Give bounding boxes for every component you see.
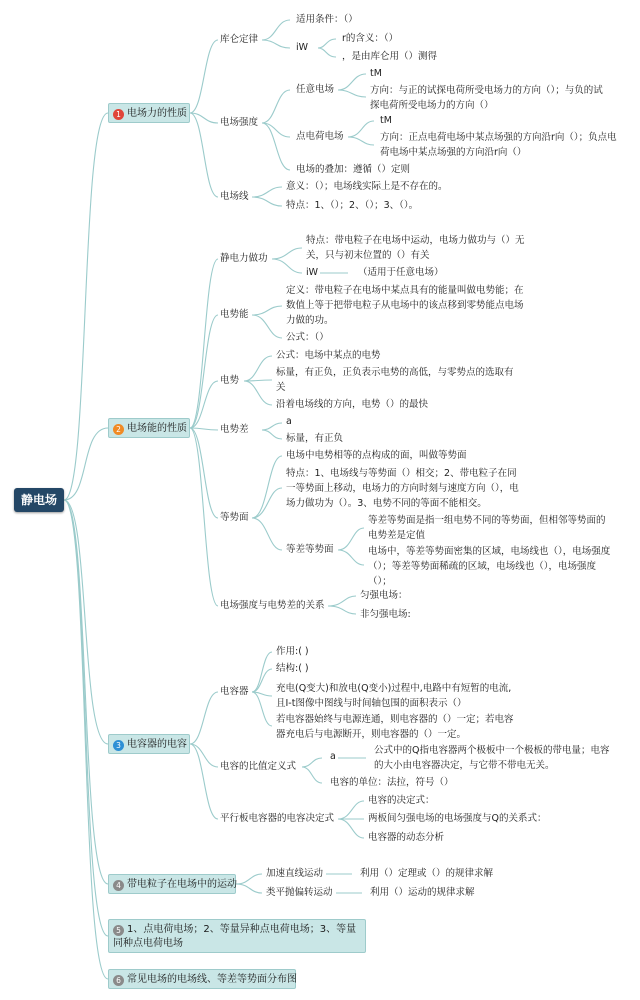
number-badge: 2 — [113, 424, 124, 435]
topic-particle-motion[interactable] — [108, 874, 236, 894]
node-acceleration-desc: 利用（）定理或（）的规律求解 — [360, 868, 494, 879]
topic-common-fields[interactable] — [108, 919, 366, 953]
node-point-charge-field[interactable]: 点电荷电场 — [296, 131, 344, 142]
root-node[interactable]: 静电场 — [14, 488, 64, 512]
node-point-field-direction: 方向：正点电荷电场中某点场强的方向沿r向（）；负点电荷电场中某点场强的方向沿r向（） — [380, 132, 617, 158]
node-capacitance-unit: 电容的单位：法拉，符号（） — [330, 777, 454, 788]
node-work-feature: 特点：带电粒子在电场中运动，电场力做功与（）无关，只与初末位置的（）有关 — [306, 235, 525, 261]
node-pe-formula: 公式：（） — [286, 332, 329, 343]
node-capacitor-structure: 结构:( ) — [276, 663, 309, 674]
topic-label: 电场力的性质 — [127, 108, 187, 119]
node-superposition: 电场的叠加：遵循（）定则 — [296, 164, 411, 175]
node-equipotential[interactable]: 等势面 — [220, 512, 249, 523]
topic-field-diagrams[interactable] — [108, 969, 296, 989]
node-equal-diff-definition: 等差等势面是指一组电势不同的等势面，但相邻等势面的电势差是定值 — [368, 515, 606, 541]
topic-label: 电场能的性质 — [127, 423, 187, 434]
node-equal-diff-density: 电场中，等差等势面密集的区域，电场线也（），电场强度（）；等差等势面稀疏的区域，电场线也（），电场强度（）； — [368, 546, 611, 587]
node-equi-definition: 电场中电势相等的点构成的面，叫做等势面 — [286, 450, 467, 461]
node-coulomb-measured: ，是由库仑用（）测得 — [342, 51, 438, 62]
node-equi-feature: 特点：1、电场线与等势面（）相交；2、带电粒子在同一等势面上移动，电场力的方向时刻与速度方向（），电场力做功为（）。3、电势不同的等面不能相交。 — [286, 468, 519, 509]
node-equal-diff-equi[interactable]: 等差等势面 — [286, 544, 334, 555]
topic-label: 1、点电荷电场；2、等量异种点电荷电场；3、等量同种点电荷电场 — [113, 924, 357, 949]
node-ratio-formula: a — [330, 751, 336, 762]
node-uniform-field: 匀强电场： — [360, 590, 408, 601]
node-potential-energy[interactable]: 电势能 — [220, 309, 249, 320]
node-plate-dynamic: 电容器的动态分析 — [368, 832, 445, 843]
node-potential[interactable]: 电势 — [220, 375, 240, 386]
number-badge: 4 — [113, 880, 124, 891]
node-potential-difference[interactable]: 电势差 — [220, 424, 249, 435]
node-any-field-direction: 方向：与正的试探电荷所受电场力的方向（）；与负的试探电荷所受电场力的方向（） — [370, 85, 603, 111]
node-field-strength[interactable]: 电场强度 — [220, 117, 259, 128]
topic-electric-energy[interactable] — [108, 418, 190, 438]
node-field-potential-relation[interactable]: 电场强度与电势差的关系 — [220, 600, 325, 611]
node-projectile-desc: 利用（）运动的规律求解 — [370, 887, 475, 898]
node-field-lines-feature: 特点：1、（）；2、（）；3、（）。 — [286, 200, 419, 211]
topic-label: 常见电场的电场线、等差等势面分布图 — [127, 974, 297, 985]
node-nonuniform-field: 非匀强电场: — [360, 609, 411, 620]
node-field-lines[interactable]: 电场线 — [220, 191, 249, 202]
node-coulomb-condition: 适用条件：（） — [296, 14, 358, 25]
number-badge: 3 — [113, 740, 124, 751]
topic-electric-force[interactable] — [108, 103, 190, 123]
node-diff-scalar: 标量，有正负 — [286, 433, 344, 444]
node-electrostatic-work[interactable]: 静电力做功 — [220, 253, 268, 264]
node-work-formula: iW — [306, 267, 319, 278]
topic-label: 带电粒子在电场中的运动 — [127, 879, 237, 890]
node-any-field[interactable]: 任意电场 — [296, 84, 335, 95]
node-r-meaning: r的含义：（） — [342, 33, 399, 44]
node-potential-along: 沿着电场线的方向，电势（）的最快 — [276, 399, 429, 410]
node-diff-formula: a — [286, 416, 292, 427]
node-potential-scalar: 标量，有正负，正负表示电势的高低，与零势点的选取有关 — [276, 367, 514, 393]
node-field-lines-meaning: 意义：（）；电场线实际上是不存在的。 — [286, 181, 448, 192]
node-coulomb-formula: iW — [296, 42, 309, 53]
node-point-field-formula: tM — [380, 115, 392, 126]
number-badge: 1 — [113, 109, 124, 120]
node-capacitance-ratio[interactable]: 电容的比值定义式 — [220, 761, 297, 772]
node-parallel-plate[interactable]: 平行板电容器的电容决定式 — [220, 813, 335, 824]
node-capacitor-keep: 若电容器始终与电源连通，则电容器的（）一定；若电容器充电后与电源断开，则电容器的（）一定。 — [276, 714, 514, 740]
node-projectile[interactable]: 类平抛偏转运动 — [266, 887, 333, 898]
node-plate-determining: 电容的决定式： — [368, 795, 435, 806]
node-coulomb-law[interactable]: 库仑定律 — [220, 34, 259, 45]
node-acceleration[interactable]: 加速直线运动 — [266, 868, 324, 879]
node-work-note: （适用于任意电场） — [358, 267, 444, 278]
topic-capacitance[interactable] — [108, 734, 190, 754]
node-capacitor-charge: 充电(Q变大)和放电(Q变小)过程中,电路中有短暂的电流,且I-t图像中图线与时间轴包围的面积表示（） — [276, 683, 512, 709]
node-pe-definition: 定义：带电粒子在电场中某点具有的能量叫做电势能；在数值上等于把带电粒子从电场中的该点移到零势能点电场力做的功。 — [286, 285, 524, 326]
node-capacitor-use: 作用:( ) — [276, 646, 309, 657]
node-potential-formula: 公式：电场中某点的电势 — [276, 350, 381, 361]
number-badge: 5 — [113, 925, 124, 936]
topic-label: 电容器的电容 — [127, 739, 187, 750]
node-ratio-q-meaning: 公式中的Q指电容器两个极板中一个极板的带电量；电容的大小由电容器决定，与它带不带电无关。 — [374, 745, 610, 771]
node-any-field-formula: tM — [370, 68, 382, 79]
node-capacitor[interactable]: 电容器 — [220, 686, 249, 697]
number-badge: 6 — [113, 975, 124, 986]
node-plate-relation: 两板间匀强电场的电场强度与Q的关系式： — [368, 813, 547, 824]
